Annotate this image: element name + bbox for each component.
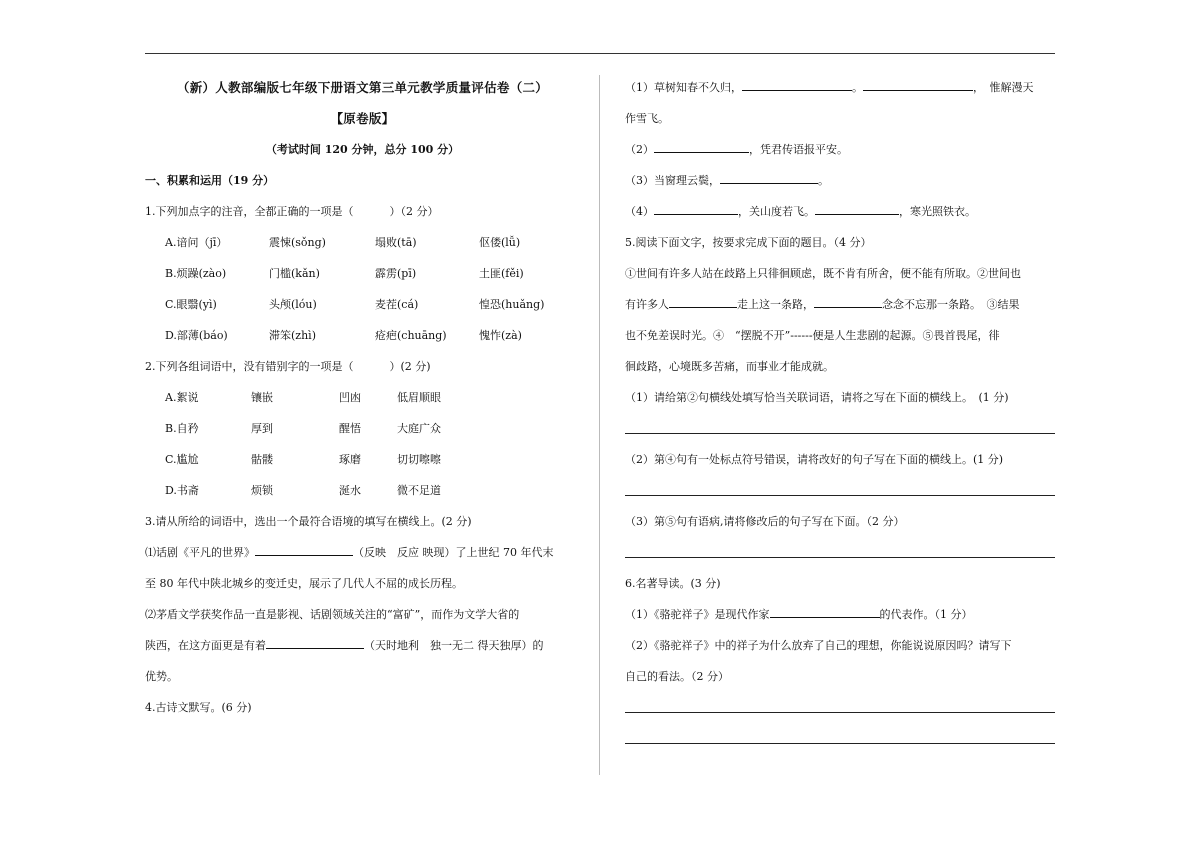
- answer-line[interactable]: [625, 692, 1055, 723]
- q4-text: （3）当窗理云鬓，: [625, 174, 720, 187]
- option-cell: B.烦躁(zào): [165, 267, 227, 280]
- q6-subquestion-1: [625, 599, 1055, 630]
- left-column: [145, 72, 580, 723]
- option-cell: 滞笨(zhì): [269, 329, 316, 342]
- q4-text: ， 惟解漫天: [973, 81, 1034, 94]
- q3-part-1-cont: 至 80 年代中陕北城乡的变迁史，展示了几代人不屈的成长历程。: [145, 577, 463, 590]
- q2-option-d[interactable]: [145, 475, 580, 506]
- option-cell: 涎水: [339, 484, 361, 497]
- option-cell: 凹凼: [339, 391, 361, 404]
- q1-stem-a: 1.下列加点字的注音，全都正确的一项是（: [145, 205, 354, 218]
- q4-text: （2）: [625, 143, 654, 156]
- q3-text: ⑴话剧《平凡的世界》: [145, 546, 255, 559]
- q1-stem-b: ）（2 分）: [389, 205, 439, 218]
- answer-line[interactable]: [625, 413, 1055, 444]
- q2-option-a[interactable]: [145, 382, 580, 413]
- q4-text: （4）: [625, 205, 654, 218]
- q5-text: 走上这一条路，: [737, 298, 814, 311]
- q2-option-b[interactable]: [145, 413, 580, 444]
- question-5-stem: 5.阅读下面文字，按要求完成下面的题目。（4 分）: [625, 236, 872, 249]
- option-cell: 切切嚓嚓: [397, 453, 441, 466]
- option-cell: D.部薄(báo): [165, 329, 228, 342]
- option-cell: 微不足道: [397, 484, 441, 497]
- option-cell: C.眼翳(yì): [165, 298, 217, 311]
- q6-text: 的代表作。（1 分）: [879, 608, 973, 621]
- fill-blank[interactable]: [720, 172, 818, 184]
- q5-passage-4: 徊歧路，心境既多苦痛，而事业才能成就。: [625, 360, 834, 373]
- q2-stem-a: 2.下列各组词语中，没有错别字的一项是（: [145, 360, 354, 373]
- option-cell: 低眉顺眼: [397, 391, 441, 404]
- option-cell: A.絮说: [165, 391, 199, 404]
- exam-subtitle: 【原卷版】: [330, 111, 395, 126]
- q5-subquestion-2: （2）第④句有一处标点符号错误，请将改好的句子写在下面的横线上。(1 分): [625, 453, 1004, 466]
- q4-item-1-cont: 作雪飞。: [625, 112, 669, 125]
- q4-text: ，凭君传语报平安。: [749, 143, 848, 156]
- q5-passage-2: [625, 289, 1055, 320]
- q4-item-2: [625, 134, 1055, 165]
- fill-blank[interactable]: [654, 141, 749, 153]
- q6-subquestion-2-cont: 自己的看法。（2 分）: [625, 670, 729, 683]
- q4-text: ，关山度若飞。: [738, 205, 815, 218]
- q1-option-b[interactable]: [145, 258, 580, 289]
- option-cell: 门槛(kǎn): [269, 267, 320, 280]
- column-divider: [599, 75, 600, 775]
- q3-text: （反映 反应 映现）了上世纪 70 年代末: [353, 546, 554, 559]
- option-cell: 大庭广众: [397, 422, 441, 435]
- right-column: [625, 72, 1055, 754]
- fill-blank[interactable]: [770, 606, 880, 618]
- q4-item-4: [625, 196, 1055, 227]
- fill-blank[interactable]: [266, 637, 364, 649]
- option-cell: 琢磨: [339, 453, 361, 466]
- option-cell: 镶嵌: [251, 391, 273, 404]
- option-cell: 麦茬(cá): [375, 298, 419, 311]
- q4-item-3: [625, 165, 1055, 196]
- q4-text: 。: [818, 174, 829, 187]
- fill-blank[interactable]: [742, 79, 852, 91]
- q5-passage-1: ①世间有许多人站在歧路上只徘徊顾虑，既不肯有所舍，便不能有所取。②世间也: [625, 267, 1021, 280]
- fill-blank[interactable]: [863, 79, 973, 91]
- q3-part-2: ⑵茅盾文学获奖作品一直是影视、话剧领域关注的“富矿”，而作为文学大省的: [145, 608, 520, 621]
- q3-part-1: [145, 537, 580, 568]
- fill-blank[interactable]: [669, 296, 737, 308]
- question-1-stem: [145, 196, 580, 227]
- answer-line[interactable]: [625, 537, 1055, 568]
- q1-option-d[interactable]: [145, 320, 580, 351]
- q2-stem-b: ）(2 分): [389, 360, 431, 373]
- question-6-stem: 6.名著导读。(3 分): [625, 577, 721, 590]
- q6-subquestion-2: （2）《骆驼祥子》中的祥子为什么放弃了自己的理想，你能说说原因吗？请写下: [625, 639, 1012, 652]
- option-cell: 厚到: [251, 422, 273, 435]
- q4-item-1: [625, 72, 1055, 103]
- option-cell: 霹雳(pī): [375, 267, 417, 280]
- option-cell: 塌败(tā): [375, 236, 417, 249]
- q3-part-2-end: 优势。: [145, 670, 178, 683]
- question-4-stem: 4.古诗文默写。(6 分): [145, 701, 252, 714]
- q3-text: （天时地利 独一无二 得天独厚）的: [364, 639, 544, 652]
- q4-text: （1）草树知春不久归，: [625, 81, 742, 94]
- option-cell: 土匪(fěi): [479, 267, 524, 280]
- q6-text: （1）《骆驼祥子》是现代作家: [625, 608, 770, 621]
- question-2-stem: [145, 351, 580, 382]
- q5-passage-3: 也不免差误时光。④ “摆脱不开”------便是人生悲剧的起源。⑤畏首畏尾，徘: [625, 329, 1000, 342]
- option-cell: 震悚(sǒng): [269, 236, 326, 249]
- fill-blank[interactable]: [255, 544, 353, 556]
- fill-blank[interactable]: [814, 296, 882, 308]
- option-cell: C.尴尬: [165, 453, 199, 466]
- option-cell: A.谙问（jī）: [165, 236, 228, 249]
- section-heading: 一、积累和运用（19 分）: [145, 174, 275, 187]
- fill-blank[interactable]: [815, 203, 899, 215]
- option-cell: 疮疤(chuāng): [375, 329, 447, 342]
- q5-subquestion-3: （3）第⑤句有语病,请将修改后的句子写在下面。（2 分）: [625, 515, 905, 528]
- option-cell: 烦锁: [251, 484, 273, 497]
- option-cell: 愧怍(zà): [479, 329, 522, 342]
- option-cell: 伛偻(lǚ): [479, 236, 521, 249]
- answer-line[interactable]: [625, 475, 1055, 506]
- option-cell: D.书斋: [165, 484, 199, 497]
- q5-text: 有许多人: [625, 298, 669, 311]
- answer-line[interactable]: [625, 723, 1055, 754]
- q3-text: 陕西，在这方面更是有着: [145, 639, 266, 652]
- q2-option-c[interactable]: [145, 444, 580, 475]
- q5-text: 念念不忘那一条路。 ③结果: [882, 298, 1020, 311]
- fill-blank[interactable]: [654, 203, 738, 215]
- q1-option-c[interactable]: [145, 289, 580, 320]
- q4-text: 。: [852, 81, 863, 94]
- exam-title: （新）人教部编版七年级下册语文第三单元教学质量评估卷（二）: [176, 80, 549, 95]
- q1-option-a[interactable]: [145, 227, 580, 258]
- option-cell: 骷髅: [251, 453, 273, 466]
- option-cell: 头颅(lóu): [269, 298, 317, 311]
- option-cell: B.自矜: [165, 422, 199, 435]
- exam-time-note: （考试时间 120 分钟，总分 100 分）: [265, 143, 460, 156]
- q5-subquestion-1: （1）请给第②句横线处填写恰当关联词语，请将之写在下面的横线上。 (1 分): [625, 391, 1009, 404]
- q4-text: ，寒光照铁衣。: [899, 205, 976, 218]
- question-3-stem: 3.请从所给的词语中，选出一个最符合语境的填写在横线上。(2 分): [145, 515, 472, 528]
- option-cell: 醒悟: [339, 422, 361, 435]
- q3-part-2-cont: [145, 630, 580, 661]
- top-rule: [145, 53, 1055, 54]
- option-cell: 惶恐(huǎng): [479, 298, 545, 311]
